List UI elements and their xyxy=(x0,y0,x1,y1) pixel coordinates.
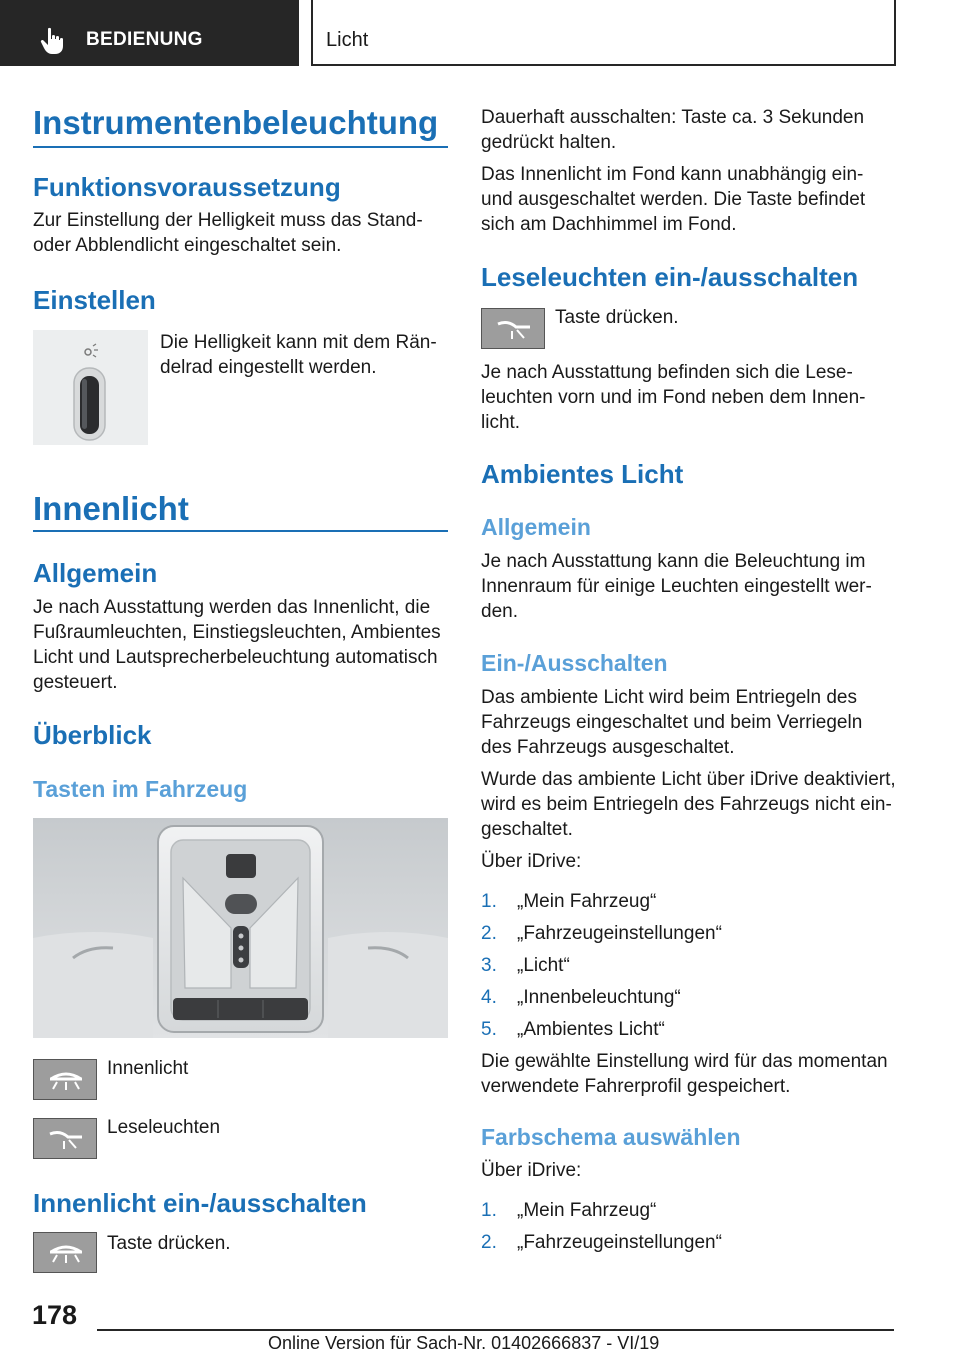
heading-ein-ausschalten: Ein-/Ausschalten xyxy=(481,650,668,676)
text-line: Dauerhaft ausschalten: Taste ca. 3 Sekunden xyxy=(481,107,865,128)
hand-pointer-icon xyxy=(38,26,68,56)
text-line: Je nach Ausstattung befinden sich die Lese- xyxy=(481,362,853,383)
list-number: 2. xyxy=(481,923,497,944)
dauerhaft-text xyxy=(481,105,864,155)
legend-leseleuchten: Leseleuchten xyxy=(107,1117,221,1138)
heading-innenlicht: Innenlicht xyxy=(33,490,189,527)
list-text: „Innenbeleuchtung“ xyxy=(517,987,681,1008)
lese-text: Taste drücken. xyxy=(555,307,679,328)
text-line: oder Abblendlicht eingeschaltet sein. xyxy=(33,235,342,256)
funktion-text xyxy=(33,208,423,258)
section-tab[interactable] xyxy=(0,0,299,66)
list-text: „Ambientes Licht“ xyxy=(517,1019,665,1040)
text-line: wird es beim Entriegeln des Fahrzeugs nicht ein- xyxy=(481,794,892,815)
list-number: 3. xyxy=(481,955,497,976)
text-line: gesteuert. xyxy=(33,672,118,693)
list-number: 4. xyxy=(481,987,497,1008)
text-line: verwendete Fahrerprofil gespeichert. xyxy=(481,1076,791,1097)
heading-leseleuchten-ein-aus: Leseleuchten ein-/ausschalten xyxy=(481,262,859,292)
list-number: 1. xyxy=(481,1200,497,1221)
heading-farbschema: Farbschema auswählen xyxy=(481,1124,741,1150)
text-line: geschaltet. xyxy=(481,819,573,840)
text-line: leuchten vorn und im Fond neben dem Innen- xyxy=(481,387,866,408)
chapter-header xyxy=(311,0,896,66)
lese-info-text xyxy=(481,360,865,435)
heading-instrumentenbeleuchtung: Instrumentenbeleuchtung xyxy=(33,104,439,141)
chapter-label: Licht xyxy=(326,29,369,51)
text-line: Innenraum für einige Leuchten eingestellt wer- xyxy=(481,576,872,597)
text-line: Zur Einstellung der Helligkeit muss das Stand- xyxy=(33,210,423,231)
text-line: Die Helligkeit kann mit dem Rän- xyxy=(160,332,437,353)
heading-ambientes-licht: Ambientes Licht xyxy=(481,459,684,489)
heading-allgemein: Allgemein xyxy=(33,558,158,588)
text-line: Die gewählte Einstellung wird für das momentan xyxy=(481,1051,888,1072)
saved-text xyxy=(481,1049,888,1099)
list-number: 5. xyxy=(481,1019,497,1040)
heading-ueberblick: Überblick xyxy=(33,720,152,750)
text-line: gedrückt halten. xyxy=(481,132,617,153)
text-line: Licht und Lautsprecherbeleuchtung automatisch xyxy=(33,647,438,668)
list-text: „Mein Fahrzeug“ xyxy=(517,1200,657,1221)
ueber-idrive-label: Über iDrive: xyxy=(481,851,582,872)
text-line: den. xyxy=(481,601,518,622)
heading-funktionsvoraussetzung: Funktionsvoraussetzung xyxy=(33,172,341,202)
text-line: und ausgeschaltet werden. Die Taste befindet xyxy=(481,189,866,210)
heading-rule xyxy=(33,146,448,148)
reading-light-icon xyxy=(33,1118,97,1159)
text-line: Das Innenlicht im Fond kann unabhängig ein- xyxy=(481,164,864,185)
list-text: „Fahrzeugeinstellungen“ xyxy=(517,1232,722,1253)
list-number: 1. xyxy=(481,891,497,912)
text-line: delrad eingestellt werden. xyxy=(160,357,377,378)
heading-innenlicht-ein-aus: Innenlicht ein-/ausschalten xyxy=(33,1188,367,1218)
amb-allgemein-text xyxy=(481,549,872,624)
reading-light-icon xyxy=(481,308,545,349)
heading-tasten-im-fahrzeug: Tasten im Fahrzeug xyxy=(33,776,248,802)
text-line: sich am Dachhimmel im Fond. xyxy=(481,214,737,235)
idrive-off-text xyxy=(481,767,896,842)
einstellen-text xyxy=(160,330,437,380)
heading-rule xyxy=(33,530,448,532)
fond-text xyxy=(481,162,865,237)
dome-light-icon xyxy=(33,1059,97,1100)
text-line: des Fahrzeugs ausgeschaltet. xyxy=(481,737,735,758)
legend-innenlicht: Innenlicht xyxy=(107,1058,189,1079)
text-line: licht. xyxy=(481,412,521,433)
text-line: Fußraumleuchten, Einstiegsleuchten, Ambientes xyxy=(33,622,441,643)
list-text: „Mein Fahrzeug“ xyxy=(517,891,657,912)
dome-light-icon xyxy=(33,1232,97,1273)
text-line: Je nach Ausstattung werden das Innenlicht, die xyxy=(33,597,431,618)
list-text: „Fahrzeugeinstellungen“ xyxy=(517,923,722,944)
online-version-text: Online Version für Sach-Nr. 01402666837 - VI/19 xyxy=(268,1333,660,1353)
einaus-text xyxy=(481,685,862,760)
roof-console-image xyxy=(33,818,448,1038)
ueber-idrive-label-2: Über iDrive: xyxy=(481,1160,582,1181)
text-line: Wurde das ambiente Licht über iDrive deaktiviert, xyxy=(481,769,896,790)
list-text: „Licht“ xyxy=(517,955,570,976)
text-line: Je nach Ausstattung kann die Beleuchtung im xyxy=(481,551,866,572)
thumbwheel-image xyxy=(33,330,148,445)
heading-einstellen: Einstellen xyxy=(33,285,156,315)
section-label: BEDIENUNG xyxy=(86,29,203,50)
innen-ein-text: Taste drücken. xyxy=(107,1233,231,1254)
allgemein-text xyxy=(33,595,441,695)
list-number: 2. xyxy=(481,1232,497,1253)
page-number: 178 xyxy=(32,1300,78,1330)
heading-allgemein: Allgemein xyxy=(481,514,591,540)
text-line: Fahrzeugs eingeschaltet und beim Verriegeln xyxy=(481,712,863,733)
text-line: Das ambiente Licht wird beim Entriegeln des xyxy=(481,687,857,708)
footer-rule xyxy=(97,1329,894,1331)
